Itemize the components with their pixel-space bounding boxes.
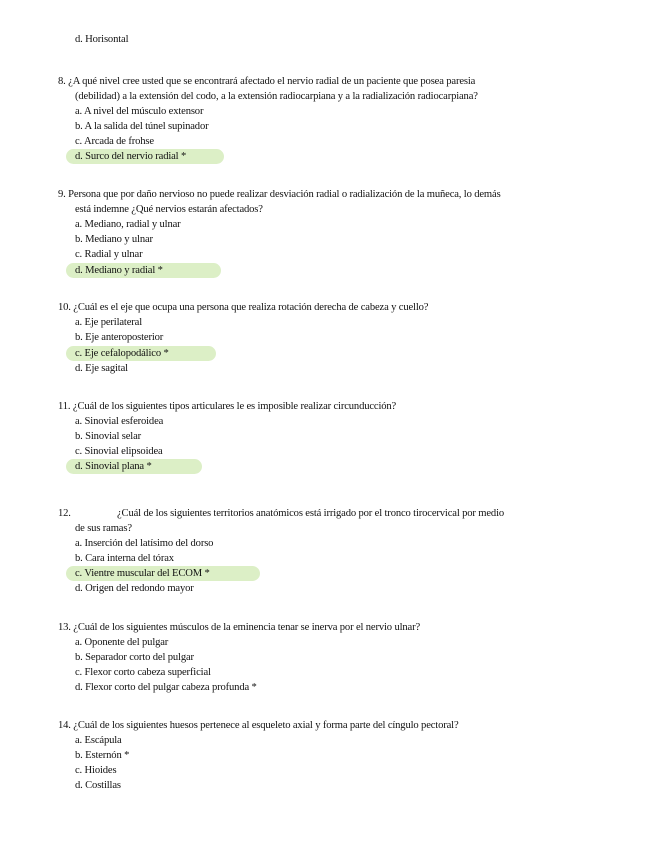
q8-option-b: b. A la salida del túnel supinador: [75, 121, 209, 132]
q8-option-a: a. A nivel del músculo extensor: [75, 106, 204, 117]
q12-text-line1: ¿Cuál de los siguientes territorios anatómicos está irrigado por el tronco tirocervical por medio: [117, 508, 505, 519]
q14-option-a: a. Escápula: [75, 735, 122, 746]
q9-option-a: a. Mediano, radial y ulnar: [75, 219, 181, 230]
q9-option-c: c. Radial y ulnar: [75, 249, 143, 260]
prev-option-d: d. Horisontal: [75, 34, 129, 45]
q11-text-line1: 11. ¿Cuál de los siguientes tipos articulares le es imposible realizar circunducción?: [58, 401, 397, 412]
q12-option-b: b. Cara interna del tórax: [75, 553, 174, 564]
q11-option-b: b. Sinovial selar: [75, 431, 142, 442]
q10-option-a: a. Eje perilateral: [75, 317, 142, 328]
q14-option-d: d. Costillas: [75, 780, 121, 791]
q9-option-b: b. Mediano y ulnar: [75, 234, 153, 245]
q13-text-line1: 13. ¿Cuál de los siguientes músculos de la eminencia tenar se inerva por el nervio ulnar?: [58, 622, 421, 633]
q11-option-d: d. Sinovial plana *: [75, 461, 152, 472]
q10-option-d: d. Eje sagital: [75, 363, 128, 374]
q12-option-d: d. Origen del redondo mayor: [75, 583, 194, 594]
q8-option-d: d. Surco del nervio radial *: [75, 151, 187, 162]
q8-text-line1: 8. ¿A qué nivel cree usted que se encontrará afectado el nervio radial de un paciente que posea paresia: [58, 76, 476, 87]
q9-text-line2: está indemne ¿Qué nervios estarán afectados?: [75, 204, 263, 215]
q14-text-line1: 14. ¿Cuál de los siguientes huesos pertenece al esqueleto axial y forma parte del cíngulo pectoral?: [58, 720, 459, 731]
q13-option-a: a. Oponente del pulgar: [75, 637, 169, 648]
q13-option-d: d. Flexor corto del pulgar cabeza profunda *: [75, 682, 257, 693]
q12-option-c: c. Vientre muscular del ECOM *: [75, 568, 210, 579]
q11-option-c: c. Sinovial elipsoidea: [75, 446, 163, 457]
q10-text-line1: 10. ¿Cuál es el eje que ocupa una persona que realiza rotación derecha de cabeza y cuello?: [58, 302, 429, 313]
q12-text-line2: de sus ramas?: [75, 523, 132, 534]
q12-number: 12.: [58, 508, 71, 519]
q9-option-d: d. Mediano y radial *: [75, 265, 163, 276]
q10-option-c: c. Eje cefalopodálico *: [75, 348, 169, 359]
q14-option-b: b. Esternón *: [75, 750, 130, 761]
q8-option-c: c. Arcada de frohse: [75, 136, 154, 147]
q13-option-c: c. Flexor corto cabeza superficial: [75, 667, 211, 678]
q12-option-a: a. Inserción del latísimo del dorso: [75, 538, 214, 549]
q14-option-c: c. Hioides: [75, 765, 117, 776]
q9-text-line1: 9. Persona que por daño nervioso no puede realizar desviación radial o radialización de la muñeca, lo demás: [58, 189, 501, 200]
q13-option-b: b. Separador corto del pulgar: [75, 652, 194, 663]
q10-option-b: b. Eje anteroposterior: [75, 332, 164, 343]
q8-text-line2: (debilidad) a la extensión del codo, a la extensión radiocarpiana y a la radialización radiocarpiana?: [75, 91, 478, 102]
q11-option-a: a. Sinovial esferoidea: [75, 416, 164, 427]
